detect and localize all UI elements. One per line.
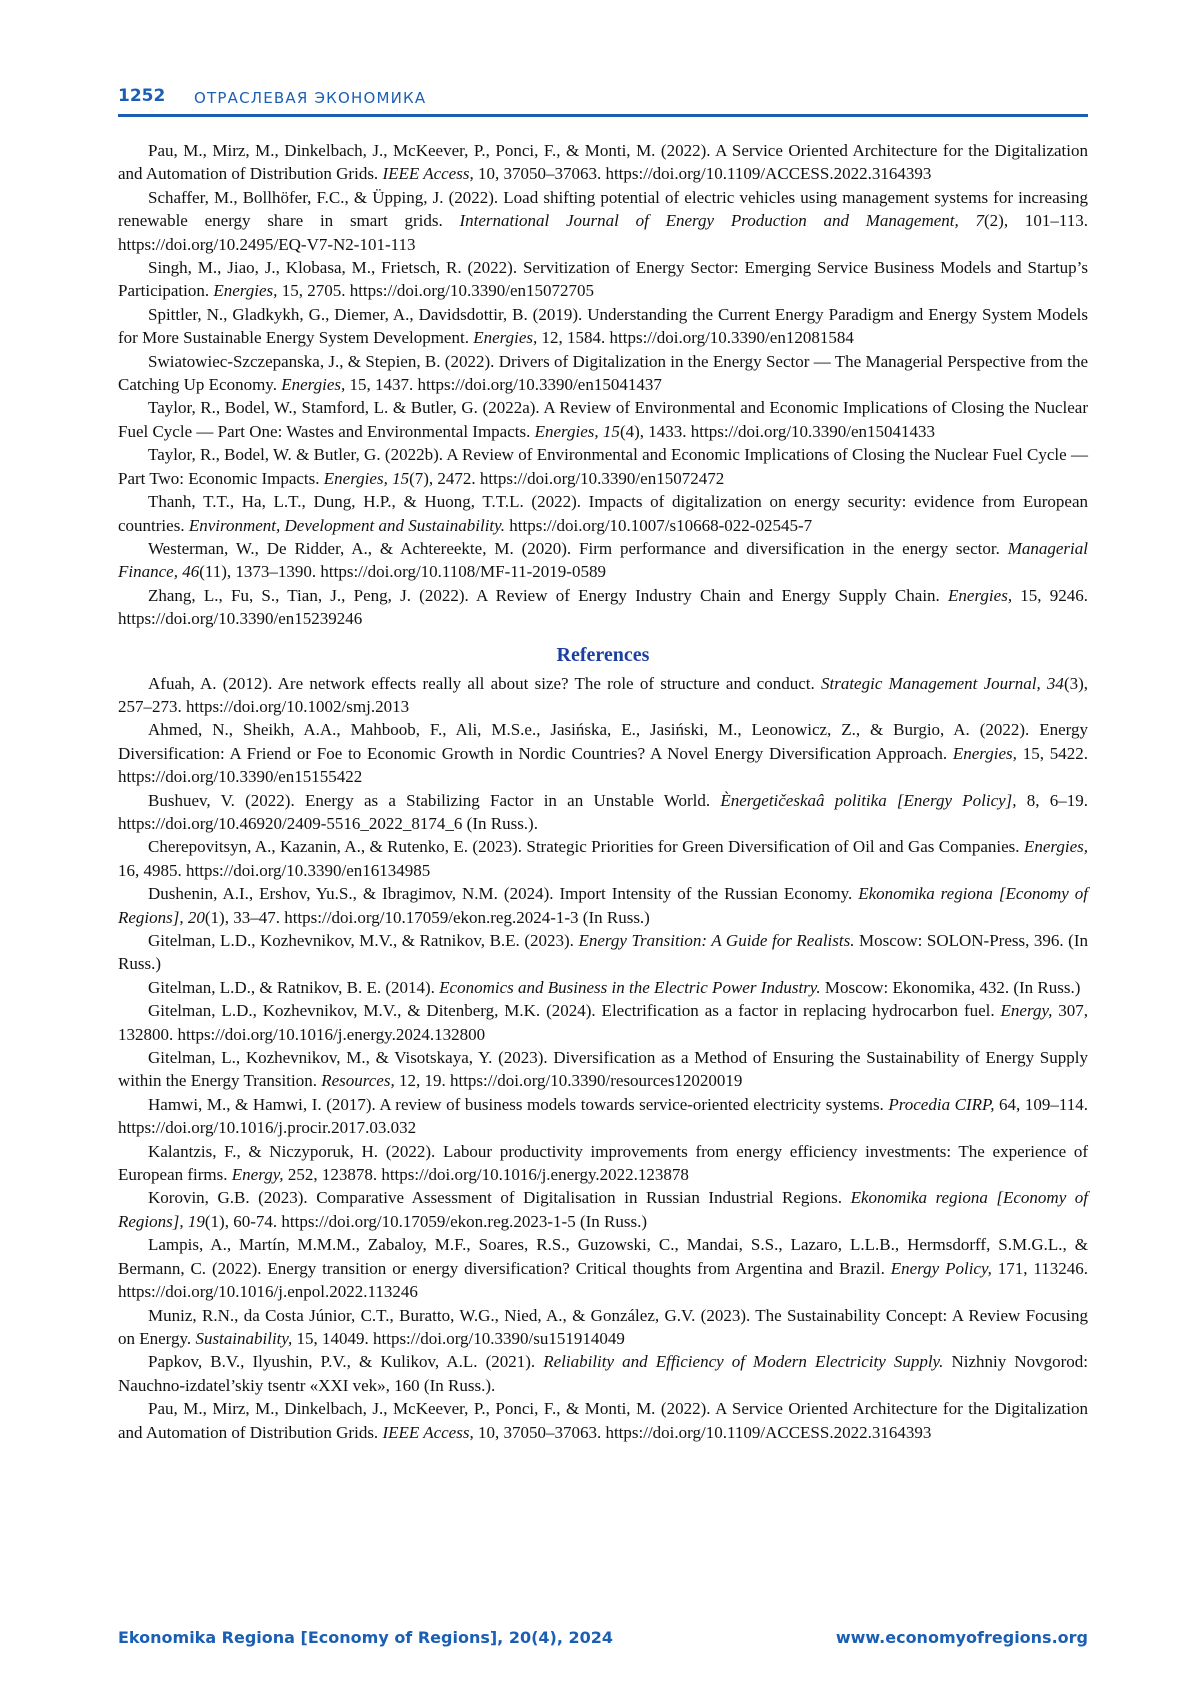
reference-source-italic: Ènergetičeskaâ politika [Energy Policy], <box>720 790 1017 810</box>
reference-text: Thanh, T.T., Ha, L.T., Dung, H.P., & Huong, T.T.L. (2022). Impacts of digitalization on energy security: evidence from European countries. <box>118 492 1088 535</box>
reference-source-italic: IEEE Access, <box>382 164 474 184</box>
reference-text: Swiatowiec-Szczepanska, J., & Stepien, B. (2022). Drivers of Digitalization in the Energy Sector — The Managerial Perspective from the Catching Up Economy. <box>118 351 1088 395</box>
reference-text: 252, 123878. https://doi.org/10.1016/j.energy.2022.123878 <box>283 1165 689 1185</box>
header-divider <box>118 114 1088 117</box>
reference-source-italic: Energies, <box>1023 837 1088 857</box>
reference-text: 8, 6–19. https://doi.org/10.46920/2409-5516_2022_8174_6 (In Russ.). <box>118 790 1088 833</box>
reference-text: Hamwi, M., & Hamwi, I. (2017). A review of business models towards service-oriented electricity systems. <box>148 1094 889 1114</box>
reference-entry <box>118 139 1088 186</box>
reference-text: Gitelman, L.D., Kozhevnikov, M.V., & Ratnikov, B.E. (2023). <box>148 931 579 950</box>
reference-text: 171, 113246. https://doi.org/10.1016/j.enpol.2022.113246 <box>118 1258 1089 1302</box>
reference-entry <box>118 443 1088 490</box>
reference-entry <box>118 1233 1088 1303</box>
reference-text: Ahmed, N., Sheikh, A.A., Mahboob, F., Ali, M.S.e., Jasińska, E., Jasiński, M., Leonowicz, Z., & Burgio, A. (2022). Energy Diversification: A Friend or Foe to Economic Growth in Nordic Countries? A Novel Energy Diversification Approach. <box>118 720 1088 763</box>
reference-source-italic: Procedia CIRP, <box>888 1094 995 1114</box>
reference-source-italic: Resources, <box>321 1071 395 1091</box>
reference-text: Dushenin, A.I., Ershov, Yu.S., & Ibragimov, N.M. (2024). Import Intensity of the Russian Economy. <box>148 884 859 904</box>
reference-list-english <box>118 672 1088 1444</box>
page-footer <box>118 1628 1088 1658</box>
reference-entry <box>118 882 1088 929</box>
footer-journal-citation: Ekonomika Regiona [Economy of Regions], 20(4), 2024 <box>118 1628 614 1647</box>
reference-text: Pau, M., Mirz, M., Dinkelbach, J., McKeever, P., Ponci, F., & Monti, M. (2022). A Service Oriented Architecture for the Digitalization and Automation of Distribution Grids. <box>118 141 1088 184</box>
reference-text: 15, 14049. https://doi.org/10.3390/su151914049 <box>292 1328 625 1348</box>
reference-source-italic: Energy, <box>231 1165 284 1185</box>
reference-entry <box>118 1093 1088 1140</box>
reference-text: 12, 1584. https://doi.org/10.3390/en12081584 <box>537 328 854 348</box>
reference-text: 64, 109–114. https://doi.org/10.1016/j.procir.2017.03.032 <box>118 1094 1088 1138</box>
reference-entry <box>118 350 1088 397</box>
reference-text: 15, 5422. https://doi.org/10.3390/en15155422 <box>118 743 1089 787</box>
reference-entry <box>118 490 1088 537</box>
reference-text: Kalantzis, F., & Niczyporuk, H. (2022). Labour productivity improvements from energy efficiency investments: The experience of European firms. <box>118 1141 1088 1185</box>
reference-text: 15, 2705. https://doi.org/10.3390/en15072705 <box>277 281 594 301</box>
reference-list-original <box>118 139 1088 631</box>
reference-entry <box>118 1304 1088 1351</box>
reference-source-italic: Energies, <box>281 375 346 395</box>
section-title: ОТРАСЛЕВАЯ ЭКОНОМИКА <box>194 89 427 107</box>
reference-text: Lampis, A., Martín, M.M.M., Zabaloy, M.F., Soares, R.S., Guzowski, C., Mandai, S.S., Lazaro, L.L.B., Hermsdorff, S.M.G.L., & Bermann, C. (2022). Energy transition or energy diversification? Critical thoughts from Argentina and Brazil. <box>118 1235 1088 1278</box>
reference-text: Taylor, R., Bodel, W., Stamford, L. & Butler, G. (2022a). A Review of Environmental and Economic Implications of Closing the Nuclear Fuel Cycle — Part One: Wastes and Environmental Impacts. <box>118 398 1088 441</box>
reference-entry <box>118 256 1088 303</box>
reference-text: Gitelman, L., Kozhevnikov, M., & Visotskaya, Y. (2023). Diversification as a Method of Ensuring the Sustainability of Energy Supply within the Energy Transition. <box>118 1048 1088 1091</box>
reference-text: (11), 1373–1390. https://doi.org/10.1108/MF-11-2019-0589 <box>199 562 606 582</box>
reference-text: 10, 37050–37063. https://doi.org/10.1109/ACCESS.2022.3164393 <box>473 1422 932 1442</box>
reference-entry <box>118 999 1088 1046</box>
reference-source-italic: Energy Transition: A Guide for Realists. <box>578 931 855 950</box>
reference-text: (7), 2472. https://doi.org/10.3390/en15072472 <box>409 468 725 488</box>
reference-source-italic: Ekonomika regiona [Economy of Regions], 19 <box>118 1188 1088 1231</box>
reference-text: Spittler, N., Gladkykh, G., Diemer, A., Davidsdottir, B. (2019). Understanding the Current Energy Paradigm and Energy System Models for More Sustainable Energy System Development. <box>118 304 1088 348</box>
reference-entry <box>118 584 1088 631</box>
reference-source-italic: Energy, <box>1000 1001 1053 1021</box>
reference-text: 15, 9246. https://doi.org/10.3390/en15239246 <box>118 585 1089 629</box>
reference-source-italic: Sustainability, <box>195 1328 293 1348</box>
reference-text: (1), 60-74. https://doi.org/10.17059/ekon.reg.2023-1-5 (In Russ.) <box>204 1211 648 1231</box>
reference-entry <box>118 1350 1088 1397</box>
reference-text: Westerman, W., De Ridder, A., & Achtereekte, M. (2020). Firm performance and diversification in the energy sector. <box>148 538 1008 558</box>
reference-text: Taylor, R., Bodel, W. & Butler, G. (2022b). A Review of Environmental and Economic Implications of Closing the Nuclear Fuel Cycle — Part Two: Economic Impacts. <box>118 445 1088 488</box>
reference-entry <box>118 929 1088 976</box>
reference-source-italic: Energies, 15 <box>323 468 410 488</box>
reference-source-italic: Energy Policy, <box>890 1258 992 1278</box>
reference-source-italic: International Journal of Energy Production and Management, 7 <box>459 211 985 231</box>
reference-entry <box>118 396 1088 443</box>
reference-source-italic: Managerial Finance, 46 <box>118 538 1088 582</box>
reference-text: (3), 257–273. https://doi.org/10.1002/smj.2013 <box>118 673 1089 716</box>
reference-text: 16, 4985. https://doi.org/10.3390/en16134985 <box>118 860 431 880</box>
reference-text: Schaffer, M., Bollhöfer, F.C., & Üpping, J. (2022). Load shifting potential of electric vehicles using management systems for increasing renewable energy share in smart grids. <box>118 187 1088 231</box>
reference-text: Singh, M., Jiao, J., Klobasa, M., Frietsch, R. (2022). Servitization of Energy Sector: Emerging Service Business Models and Startup’s Participation. <box>118 258 1088 301</box>
reference-text: Pau, M., Mirz, M., Dinkelbach, J., McKeever, P., Ponci, F., & Monti, M. (2022). A Service Oriented Architecture for the Digitalization and Automation of Distribution Grids. <box>118 1399 1088 1442</box>
reference-source-italic: Energies, 15 <box>534 421 620 441</box>
reference-source-italic: Energies, <box>213 281 278 301</box>
footer-website-link[interactable]: www.economyofregions.org <box>835 1628 1088 1647</box>
reference-source-italic: Energies, <box>473 328 538 348</box>
reference-text: (2), 101–113. https://doi.org/10.2495/EQ-V7-N2-101-113 <box>118 211 1088 254</box>
reference-text: Papkov, B.V., Ilyushin, P.V., & Kulikov, A.L. (2021). <box>148 1352 544 1372</box>
references-heading: References <box>556 643 650 666</box>
reference-source-italic: Environment, Development and Sustainability. <box>188 515 506 535</box>
reference-source-italic: Energies, <box>952 743 1017 763</box>
reference-text: Korovin, G.B. (2023). Comparative Assessment of Digitalisation in Russian Industrial Regions. <box>148 1188 851 1208</box>
reference-text: 10, 37050–37063. https://doi.org/10.1109/ACCESS.2022.3164393 <box>473 164 932 184</box>
main-content <box>118 139 1088 1444</box>
reference-entry <box>118 718 1088 788</box>
reference-entry <box>118 303 1088 350</box>
reference-text: Afuah, A. (2012). Are network effects really all about size? The role of structure and conduct. <box>148 673 821 693</box>
reference-text: Moscow: Ekonomika, 432. (In Russ.) <box>820 977 1081 997</box>
reference-entry <box>118 186 1088 256</box>
reference-text: https://doi.org/10.1007/s10668-022-02545-7 <box>505 515 813 535</box>
reference-text: Gitelman, L.D., & Ratnikov, B. E. (2014). <box>148 977 440 997</box>
reference-entry <box>118 1186 1088 1233</box>
reference-text: (4), 1433. https://doi.org/10.3390/en15041433 <box>619 421 936 441</box>
reference-text: Nizhniy Novgorod: Nauchno-izdatel’skiy tsentr «XXI vek», 160 (In Russ.). <box>118 1352 1088 1395</box>
reference-text: Gitelman, L.D., Kozhevnikov, M.V., & Ditenberg, M.K. (2024). Electrification as a factor in replacing hydrocarbon fuel. <box>148 1001 1001 1021</box>
reference-source-italic: Strategic Management Journal, 34 <box>820 673 1064 693</box>
reference-text: Zhang, L., Fu, S., Tian, J., Peng, J. (2022). A Review of Energy Industry Chain and Energy Supply Chain. <box>148 585 949 605</box>
reference-text: Cherepovitsyn, A., Kazanin, A., & Rutenko, E. (2023). Strategic Priorities for Green Diversification of Oil and Gas Companies. <box>148 837 1024 857</box>
reference-text: (1), 33–47. https://doi.org/10.17059/ekon.reg.2024-1-3 (In Russ.) <box>204 907 650 927</box>
reference-entry <box>118 835 1088 882</box>
reference-source-italic: Ekonomika regiona [Economy of Regions], 20 <box>118 884 1088 927</box>
reference-text: 307, 132800. https://doi.org/10.1016/j.energy.2024.132800 <box>118 1001 1088 1044</box>
reference-source-italic: Economics and Business in the Electric Power Industry. <box>439 977 821 997</box>
reference-text: Muniz, R.N., da Costa Júnior, C.T., Buratto, W.G., Nied, A., & González, G.V. (2023). The Sustainability Concept: A Review Focusing on Energy. <box>118 1305 1088 1348</box>
reference-text: Moscow: SOLON-Press, 396. (In Russ.) <box>118 931 1089 974</box>
reference-text: Bushuev, V. (2022). Energy as a Stabilizing Factor in an Unstable World. <box>148 790 721 810</box>
reference-entry <box>118 789 1088 836</box>
reference-entry <box>118 976 1088 999</box>
reference-source-italic: Energies, <box>948 585 1013 605</box>
reference-source-italic: Reliability and Efficiency of Modern Electricity Supply. <box>543 1352 944 1372</box>
reference-entry <box>118 672 1088 719</box>
page-number: 1252 <box>118 86 166 106</box>
reference-text: 12, 19. https://doi.org/10.3390/resources12020019 <box>394 1071 743 1091</box>
reference-text: 15, 1437. https://doi.org/10.3390/en15041437 <box>345 375 662 395</box>
reference-entry <box>118 1140 1088 1187</box>
reference-entry <box>118 1397 1088 1444</box>
reference-entry <box>118 1046 1088 1093</box>
reference-entry <box>118 537 1088 584</box>
reference-source-italic: IEEE Access, <box>382 1422 474 1442</box>
page-header <box>118 82 1088 122</box>
